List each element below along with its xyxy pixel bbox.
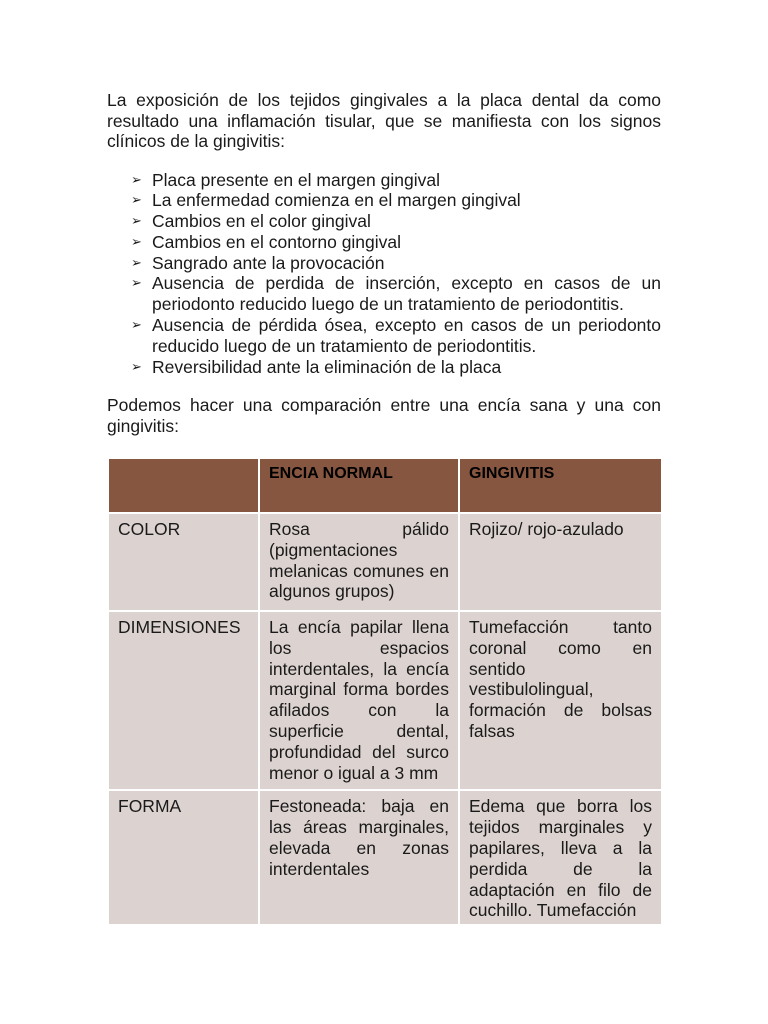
table-row bbox=[108, 790, 662, 925]
list-item: ➢ Ausencia de pérdida ósea, excepto en casos de un periodonto reducido luego de un tratamiento de periodontitis. bbox=[131, 315, 661, 356]
list-item: ➢ La enfermedad comienza en el margen gingival bbox=[131, 190, 521, 211]
gingivitis-cell: Edema que borra los tejidos marginales y papilares, lleva a la perdida de la adaptación en filo de cuchillo. Tumefacción bbox=[459, 790, 662, 925]
table-row bbox=[108, 611, 662, 790]
list-item: ➢ Reversibilidad ante la eliminación de la placa bbox=[131, 356, 502, 377]
arrow-bullet-icon: ➢ bbox=[131, 317, 142, 333]
row-label: FORMA bbox=[108, 790, 259, 925]
signs-list bbox=[107, 170, 661, 378]
comparison-paragraph: Podemos hacer una comparación entre una encía sana y una con gingivitis: bbox=[107, 395, 661, 436]
list-item: ➢ Placa presente en el margen gingival bbox=[131, 169, 440, 190]
table-row bbox=[108, 513, 662, 611]
arrow-bullet-icon: ➢ bbox=[131, 254, 142, 270]
list-item: ➢ Sangrado ante la provocación bbox=[131, 252, 385, 273]
arrow-bullet-icon: ➢ bbox=[131, 358, 142, 374]
normal-cell: Festoneada: baja en las áreas marginales, elevada en zonas interdentales bbox=[259, 790, 459, 925]
list-item: ➢ Ausencia de perdida de inserción, excepto en casos de un periodonto reducido luego de un tratamiento de periodontitis. bbox=[131, 273, 661, 315]
arrow-bullet-icon: ➢ bbox=[131, 213, 142, 229]
gingivitis-cell: Tumefacción tanto coronal como en sentido vestibulolingual, formación de bolsas falsas bbox=[459, 611, 662, 790]
normal-cell: Rosa pálido (pigmentaciones melanicas comunes en algunos grupos) bbox=[259, 513, 459, 611]
normal-cell: La encía papilar llena los espacios interdentales, la encía marginal forma bordes afilados con la superficie dental, profundidad del surco menor o igual a 3 mm bbox=[259, 611, 459, 790]
table-header-row bbox=[108, 458, 662, 513]
arrow-bullet-icon: ➢ bbox=[131, 275, 142, 291]
list-item: ➢ Cambios en el contorno gingival bbox=[131, 231, 402, 252]
comparison-table bbox=[107, 457, 663, 926]
header-cell-normal: ENCIA NORMAL bbox=[259, 458, 459, 513]
gingivitis-cell: Rojizo/ rojo-azulado bbox=[459, 513, 662, 611]
arrow-bullet-icon: ➢ bbox=[131, 233, 142, 249]
row-label: COLOR bbox=[108, 513, 259, 611]
document-body bbox=[107, 90, 661, 436]
header-cell-gingivitis: GINGIVITIS bbox=[459, 458, 662, 513]
arrow-bullet-icon: ➢ bbox=[131, 192, 142, 208]
row-label: DIMENSIONES bbox=[108, 611, 259, 790]
list-item: ➢ Cambios en el color gingival bbox=[131, 211, 371, 232]
arrow-bullet-icon: ➢ bbox=[131, 171, 142, 187]
intro-paragraph: La exposición de los tejidos gingivales a la placa dental da como resultado una inflamación tisular, que se manifiesta con los signos clínicos de la gingivitis: bbox=[107, 90, 661, 151]
header-cell-empty bbox=[108, 458, 259, 513]
